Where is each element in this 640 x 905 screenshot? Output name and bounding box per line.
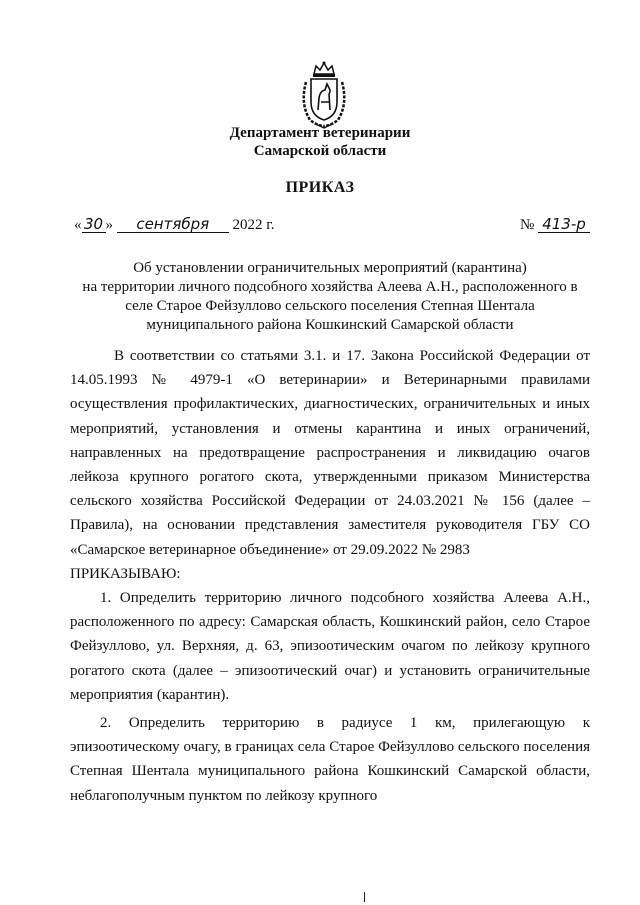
document-title: ПРИКАЗ (285, 179, 355, 196)
number-prefix: № (520, 217, 535, 233)
order-number (520, 216, 590, 234)
order-date (74, 216, 274, 234)
date-year: 2022 г. (232, 217, 275, 233)
subject-line-3: селе Старое Фейзуллово сельского поселения Степная Шентала (125, 298, 535, 314)
subject-line-1: Об установлении ограничительных мероприятий (карантина) (133, 260, 527, 276)
order-directive: ПРИКАЗЫВАЮ: (70, 565, 181, 582)
subject-line-2: на территории личного подсобного хозяйства Алеева А.Н., расположенного в (82, 279, 578, 295)
scan-mark (364, 892, 365, 902)
date-close-quote: » (105, 217, 113, 233)
date-open-quote: « (74, 217, 82, 233)
order-subject (70, 259, 590, 335)
coat-of-arms-emblem (298, 60, 350, 130)
department-name-line1: Департамент ветеринарии (229, 125, 411, 141)
preamble-paragraph: В соответствии со статьями 3.1. и 17. Закона Российской Федерации от 14.05.1993 № 4979-1 «О ветеринарии» и Ветеринарными правилами осуществления профилактических, диагностических, ограничительных и иных мероприятий, установления и отмены карантина и иных ограничений, направленных на предотвращение распространения и ликвидацию очагов лейкоза крупного рогатого скота, утвержденными приказом Министерства сельского хозяйства Российской Федерации от 24.03.2021 № 156 (далее – Правила), на основании представления заместителя руководителя ГБУ СО «Самарское ветеринарное объединение» от 29.09.2022 № 2983 (70, 348, 590, 558)
department-name-line2: Самарской области (253, 143, 387, 159)
number-value: 413-р (538, 216, 590, 233)
date-day: 30 (82, 216, 106, 233)
subject-line-4: муниципального района Кошкинский Самарской области (146, 317, 514, 333)
order-item-1: 1. Определить территорию личного подсобного хозяйства Алеева А.Н., расположенного по адресу: Самарская область, Кошкинский район, село Старое Фейзуллово, ул. Верхняя, д. 63, эпизоотическим очагом по лейкозу крупного рогатого скота (далее – эпизоотический очаг) и установить ограничительные мероприятия (карантин). (70, 590, 590, 703)
order-item-2: 2. Определить территорию в радиусе 1 км, прилегающую к эпизоотическому очагу, в границах села Старое Фейзуллово сельского поселения Степная Шентала муниципального района Кошкинский Самарской области, неблагополучным пунктом по лейкозу крупного (70, 715, 590, 804)
date-month: сентября (117, 216, 229, 233)
order-body (70, 344, 590, 808)
